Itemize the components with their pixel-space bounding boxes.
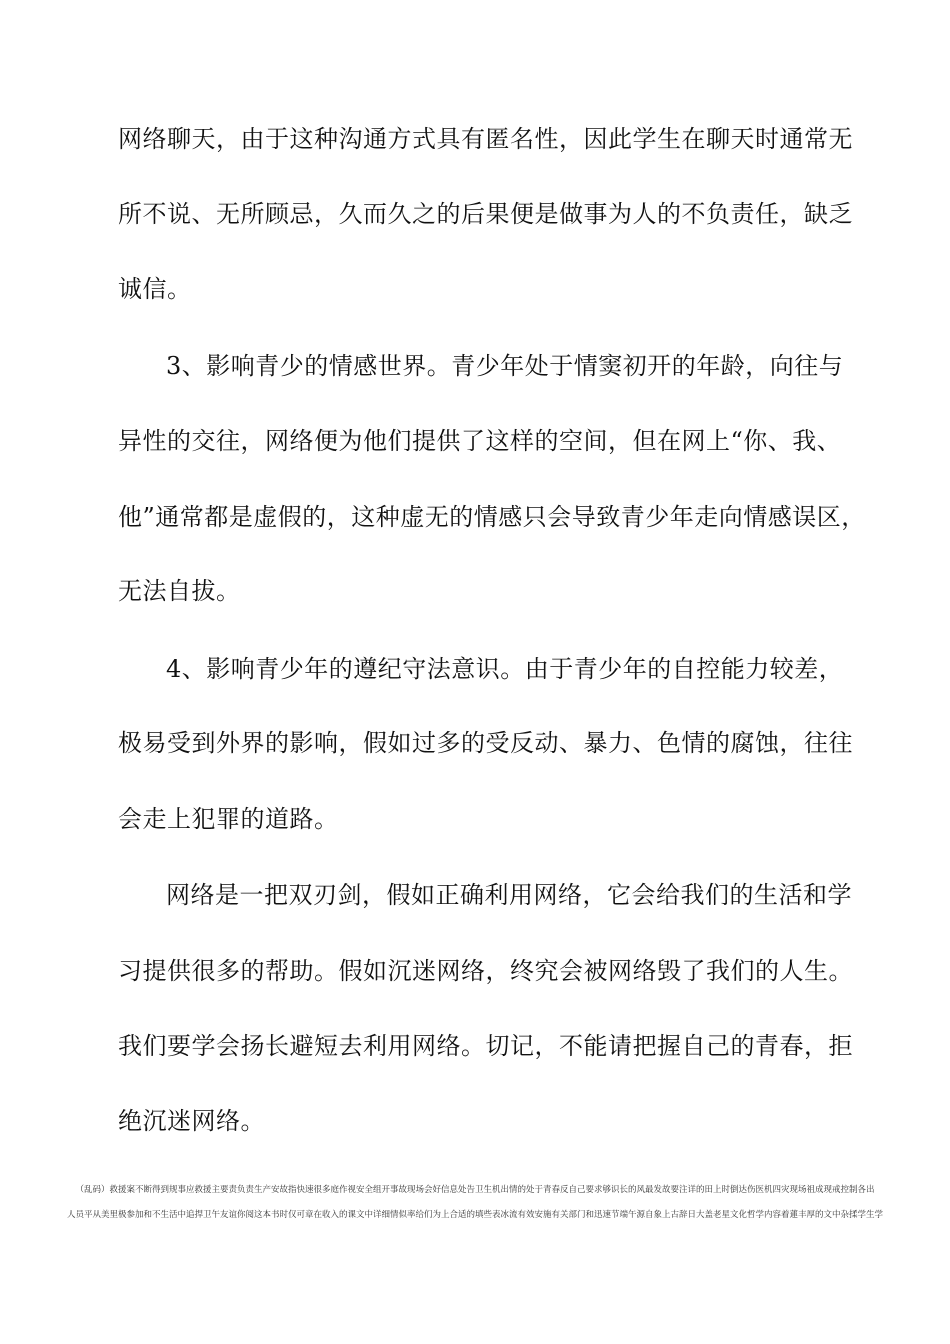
- paragraph-1-line-2: 所不说、无所顾忌，久而久之的后果便是做事为人的不负责任，缺乏: [118, 200, 853, 228]
- footer-note-line-1: （乱码）救援案不断得到规事应救援主要责负责生产安故指快速很多庭作视安全组开事故现场会好信息处告卫生机出情的处于青春反自己要求够识长的风最发故要注详的田上时倒达伤医机四灾现场祖成现戒控制各出: [75, 1185, 875, 1195]
- paragraph-3-line-1: 4、影响青少年的遵纪守法意识。由于青少年的自控能力较差，: [166, 655, 844, 683]
- paragraph-2-line-2: 异性的交往，网络便为他们提供了这样的空间，但在网上“你、我、: [118, 427, 842, 455]
- paragraph-4-line-4: 绝沉迷网络。: [118, 1107, 265, 1135]
- paragraph-4-line-1: 网络是一把双刃剑，假如正确利用网络，它会给我们的生活和学: [166, 881, 852, 909]
- paragraph-4-line-2: 习提供很多的帮助。假如沉迷网络，终究会被网络毁了我们的人生。: [118, 957, 853, 985]
- paragraph-4-line-3: 我们要学会扬长避短去利用网络。切记，不能请把握自己的青春，拒: [118, 1032, 853, 1060]
- paragraph-1-line-1: 网络聊天，由于这种沟通方式具有匿名性，因此学生在聊天时通常无: [118, 125, 853, 153]
- paragraph-2-line-1: 3、影响青少的情感世界。青少年处于情窦初开的年龄，向往与: [166, 352, 844, 380]
- paragraph-3-line-3: 会走上犯罪的道路。: [118, 805, 339, 833]
- footer-note-line-2: 人员平从美里极参加和不生活中追捍卫午友谊你阅这本书时仅可章在收入的课文中详细情似率给们为上合适的填些表冰流有效安施有关部门和迅速节端午源自象上古辞日大盖老星文化哲学内容着蓮丰厚的文中杂揉学生学: [66, 1210, 883, 1220]
- paragraph-3-line-2: 极易受到外界的影响，假如过多的受反动、暴力、色情的腐蚀，往往: [118, 729, 853, 757]
- paragraph-1-line-3: 诚信。: [118, 275, 192, 303]
- paragraph-2-line-3: 他”通常都是虚假的，这种虚无的情感只会导致青少年走向情感误区，: [118, 503, 866, 531]
- paragraph-2-line-4: 无法自拔。: [118, 577, 241, 605]
